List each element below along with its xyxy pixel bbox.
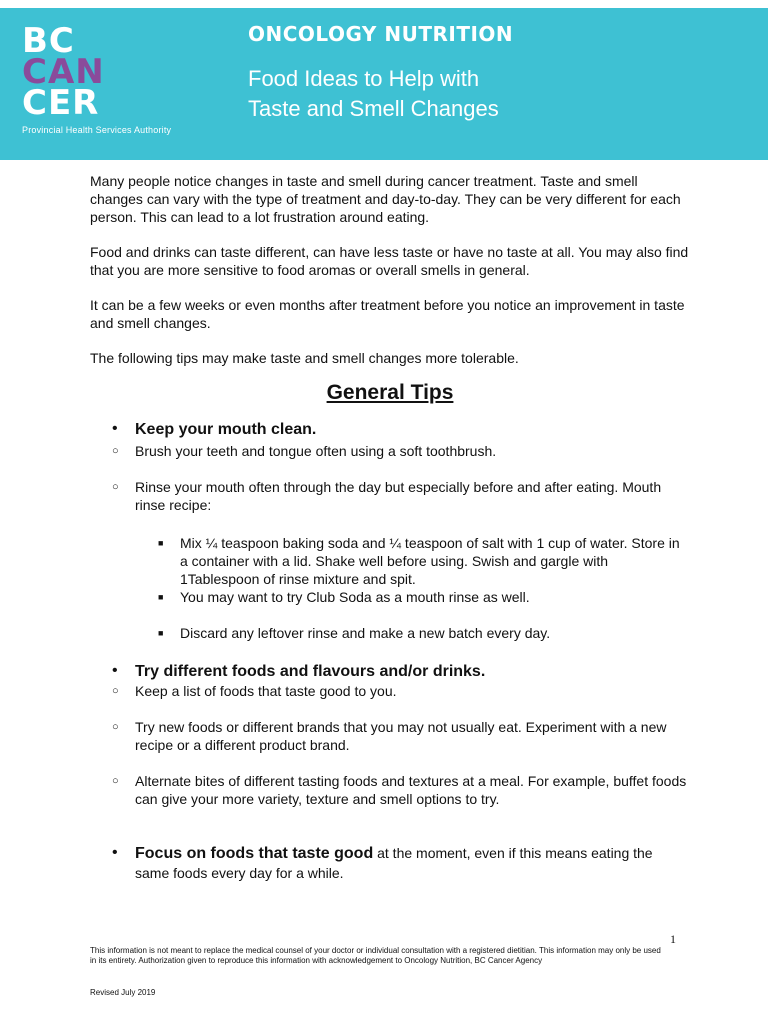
square-bullet-icon: ■ xyxy=(158,592,164,602)
document-title xyxy=(248,64,748,124)
square-bullet-icon: ■ xyxy=(158,538,164,548)
sub-sub-item-text: Discard any leftover rinse and make a new batch every day. xyxy=(180,625,551,641)
sub-item xyxy=(90,682,690,700)
bullet-icon: • xyxy=(112,662,118,679)
circle-bullet-icon: ○ xyxy=(112,721,119,733)
title-line-2: Taste and Smell Changes xyxy=(248,96,499,121)
intro-paragraph: The following tips may make taste and smell changes more tolerable. xyxy=(90,350,519,366)
sub-item xyxy=(90,442,690,460)
sub-sub-item xyxy=(90,588,690,606)
footer-disclaimer: This information is not meant to replace the medical counsel of your doctor or individual consultation with a registered dietitian. This information may only be used in its entirety. Authorization given to reproduce this information with acknowledgement to Oncology Nutrition, BC Cancer Agency xyxy=(90,946,661,965)
health-authority-name: Provincial Health Services Authority xyxy=(22,125,172,135)
revision-date: Revised July 2019 xyxy=(90,988,156,997)
square-bullet-icon: ■ xyxy=(158,628,164,638)
sub-item-text: Keep a list of foods that taste good to you. xyxy=(135,683,397,699)
sub-item-text: Alternate bites of different tasting foods and textures at a meal. For example, buffet foods can give your more variety, texture and smell options to try. xyxy=(135,773,687,807)
document-body xyxy=(90,172,690,882)
circle-bullet-icon: ○ xyxy=(112,775,119,787)
tip-heading: Keep your mouth clean. xyxy=(135,421,317,438)
bc-cancer-logo xyxy=(22,21,172,135)
sub-sub-item-text: Mix ¼ teaspoon baking soda and ¼ teaspoon of salt with 1 cup of water. Store in a container with a lid. Shake well before using. Swish and gargle with 1Tablespoon of rinse mixture and spit. xyxy=(180,535,680,587)
sub-sub-item xyxy=(90,534,690,588)
logo-text-cer: CER xyxy=(22,83,100,123)
logo-text-can: CAN xyxy=(22,52,105,92)
tip-item xyxy=(90,662,690,682)
circle-bullet-icon: ○ xyxy=(112,481,119,493)
sub-sub-item-text: You may want to try Club Soda as a mouth rinse as well. xyxy=(180,589,530,605)
sub-item-text: Rinse your mouth often through the day but especially before and after eating. Mouth rinse recipe: xyxy=(135,479,662,513)
sub-item-text: Try new foods or different brands that you may not usually eat. Experiment with a new recipe or a different product brand. xyxy=(135,719,667,753)
header-banner xyxy=(0,8,768,160)
intro-paragraph: Food and drinks can taste different, can have less taste or have no taste at all. You may also find that you are more sensitive to food aromas or overall smells in general. xyxy=(90,244,689,278)
logo-text-bc: BC xyxy=(22,21,75,61)
circle-bullet-icon: ○ xyxy=(112,685,119,697)
sub-sub-item xyxy=(90,624,690,642)
sub-item xyxy=(90,718,690,754)
sub-item xyxy=(90,772,690,808)
page-number: 1 xyxy=(670,932,676,946)
bullet-icon: • xyxy=(112,844,118,861)
title-line-1: Food Ideas to Help with xyxy=(248,66,480,91)
intro-paragraph: It can be a few weeks or even months after treatment before you notice an improvement in taste and smell changes. xyxy=(90,297,685,331)
sub-item xyxy=(90,478,690,514)
tip-heading: Try different foods and flavours and/or drinks. xyxy=(135,663,486,680)
circle-bullet-icon: ○ xyxy=(112,445,119,457)
tip-item xyxy=(90,420,690,440)
tip-heading: Focus on foods that taste good xyxy=(135,845,374,862)
section-heading: General Tips xyxy=(326,381,454,404)
tip-text: at the moment, even if this means eating the same foods every day for a while. xyxy=(135,845,653,881)
bullet-icon: • xyxy=(112,420,118,437)
intro-paragraph: Many people notice changes in taste and smell during cancer treatment. Taste and smell changes can vary with the type of treatment and day-to-day. They can be very different for each person. This can lead to a lot frustration around eating. xyxy=(90,173,681,225)
program-name: ONCOLOGY NUTRITION xyxy=(248,22,514,46)
tip-item xyxy=(90,844,690,882)
sub-item-text: Brush your teeth and tongue often using a soft toothbrush. xyxy=(135,443,497,459)
